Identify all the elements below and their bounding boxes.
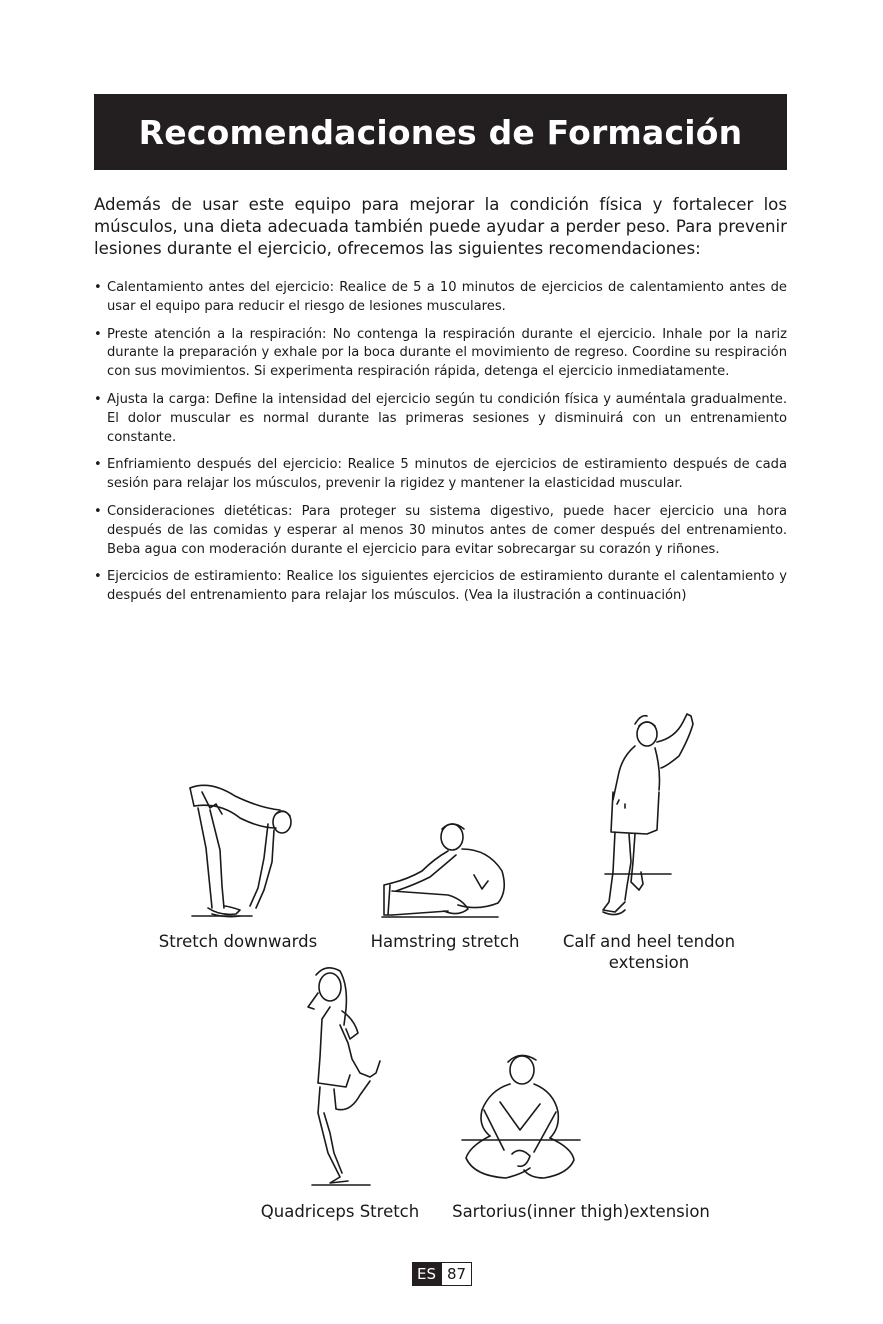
caption-calf-line1: Calf and heel tendon <box>562 932 736 951</box>
quadriceps-stretch-illustration <box>300 963 390 1191</box>
tip-stretching: Ejercicios de estiramiento: Realice los siguientes ejercicios de estiramiento durante el calentamiento y después del entrenamiento para relajar los músculos. (Vea la ilustración a continuación) <box>107 569 787 604</box>
stretch-downwards-illustration <box>180 778 300 923</box>
list-item <box>94 279 787 317</box>
list-item <box>94 568 787 606</box>
bullet: • <box>94 326 102 342</box>
bullet: • <box>94 280 102 295</box>
tip-breathing: Preste atención a la respiración: No contenga la respiración durante el ejercicio. Inhale por la nariz durante la preparación y exhale por la boca durante el movimiento de regreso. Coordine su respiración con sus movimientos. Si experimenta respiración rápida, detenga el ejercicio inmediatamente. <box>107 326 787 380</box>
recommendations-list <box>94 279 787 615</box>
caption-calf-line2: extension <box>608 953 690 972</box>
caption-quadriceps-stretch: Quadriceps Stretch <box>260 1202 420 1221</box>
calf-heel-stretch-illustration <box>595 712 695 922</box>
intro-paragraph: Además de usar este equipo para mejorar la condición física y fortalecer los músculos, una dieta adecuada también puede ayudar a perder peso. Para prevenir lesiones durante el ejercicio, ofrecemos las siguientes recomendaciones: <box>94 195 787 258</box>
list-item <box>94 503 787 559</box>
tip-load: Ajusta la carga: Define la intensidad del ejercicio según tu condición física y auméntala gradualmente. El dolor muscular es normal durante las primeras sesiones y disminuirá con un entrenamiento constante. <box>107 391 787 445</box>
caption-hamstring-stretch: Hamstring stretch <box>370 932 520 951</box>
page-number-value: 87 <box>441 1262 472 1286</box>
tip-warmup: Calentamiento antes del ejercicio: Realice de 5 a 10 minutos de ejercicios de calentamiento antes de usar el equipo para reducir el riesgo de lesiones musculares. <box>107 280 787 314</box>
page-number <box>412 1262 472 1286</box>
list-item <box>94 326 787 382</box>
list-item <box>94 456 787 494</box>
tip-diet: Consideraciones dietéticas: Para proteger su sistema digestivo, puede hacer ejercicio una hora después de las comidas y esperar al menos 30 minutos antes de comer después del entrenamiento. Beba agua con moderación durante el ejercicio para evitar sobrecargar su corazón y riñones. <box>107 503 787 557</box>
title-banner <box>94 94 787 170</box>
hamstring-stretch-illustration <box>378 815 516 925</box>
list-item <box>94 391 787 447</box>
tip-cooldown: Enfriamiento después del ejercicio: Realice 5 minutos de ejercicios de estiramiento después de cada sesión para relajar los músculos, prevenir la rigidez y mantener la elasticidad muscular. <box>107 457 787 492</box>
caption-sartorius-extension: Sartorius(inner thigh)extension <box>452 1202 710 1221</box>
bullet: • <box>94 503 102 519</box>
sartorius-stretch-illustration <box>460 1050 585 1190</box>
language-label: ES <box>412 1262 441 1286</box>
page-title: Recomendaciones de Formación <box>138 112 743 152</box>
bullet: • <box>94 569 102 585</box>
bullet: • <box>94 391 102 407</box>
caption-stretch-downwards: Stretch downwards <box>158 932 318 951</box>
bullet: • <box>94 457 102 473</box>
